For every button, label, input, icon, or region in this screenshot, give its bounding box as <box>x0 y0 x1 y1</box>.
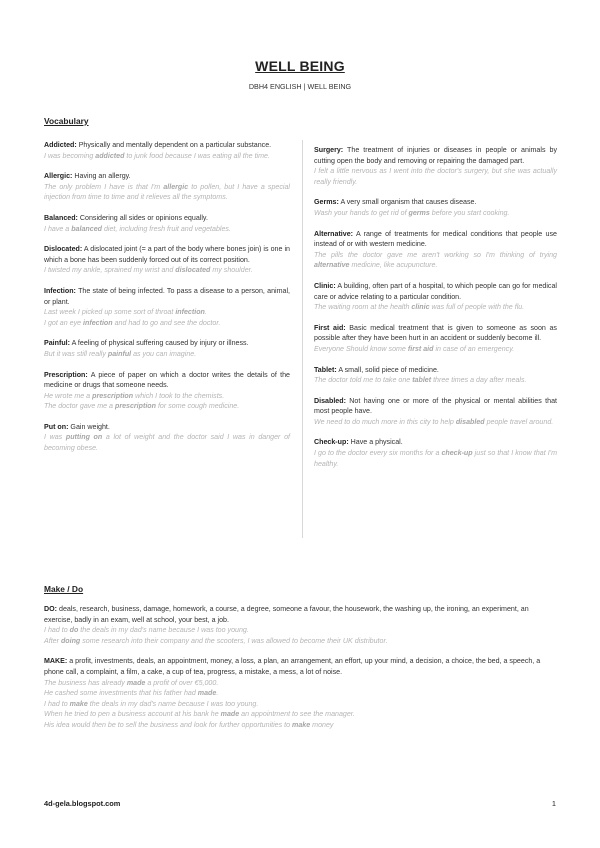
example-text: people travel around. <box>484 417 554 426</box>
entry-term: DO: <box>44 605 58 613</box>
footer-site: 4d-gela.blogspot.com <box>44 799 121 808</box>
vocab-entry <box>44 338 290 359</box>
entry-definition-line <box>314 281 557 302</box>
vocab-entry <box>44 656 558 730</box>
entry-term: Alternative: <box>314 229 354 238</box>
entry-definition: The state of being infected. To pass a disease to a person, animal, or plant. <box>44 286 290 306</box>
example-text: I felt a little nervous as I went into the doctor's surgery, but she was actually really friendly. <box>314 167 557 186</box>
entry-definition: deals, research, business, damage, homework, a course, a degree, someone a favour, the housework, the washing up, the ironing, an experiment, an exercise, badly in an exam, well at school, your best, a job. <box>44 605 529 624</box>
example-sentence <box>44 151 290 162</box>
example-text: the deals in my dad's name because I was too young. <box>78 626 249 635</box>
entry-definition: Having an allergy. <box>74 172 131 181</box>
example-text: The pills the doctor gave me aren't working so I'm thinking of trying <box>314 250 557 259</box>
entry-definition: Gain weight. <box>70 422 110 431</box>
example-sentence <box>314 344 557 355</box>
example-text: my shoulder. <box>210 266 253 275</box>
vocab-entry <box>44 140 290 161</box>
example-text: We need to do much more in this city to help <box>314 417 456 426</box>
entry-definition: Considering all sides or opinions equally. <box>79 213 208 222</box>
example-text: I have a <box>44 224 72 233</box>
example-sentence <box>314 448 557 469</box>
entry-definition: A building, often part of a hospital, to which people can go for medical care or advice relating to a particular condition. <box>314 281 557 301</box>
entry-term: Tablet: <box>314 365 337 374</box>
entry-term: Clinic: <box>314 281 336 290</box>
example-keyword: do <box>69 626 79 635</box>
entry-definition-line <box>44 244 290 265</box>
example-text: I was <box>44 433 66 442</box>
example-text: The waiting room at the health <box>314 303 412 312</box>
example-text: was full of people with the flu. <box>429 303 525 312</box>
example-sentence <box>44 720 558 731</box>
entry-definition-line <box>44 656 558 677</box>
example-text: The only problem I have is that I'm <box>44 182 164 191</box>
example-text: . <box>204 308 207 317</box>
example-keyword: tablet <box>412 376 432 385</box>
entry-term: Allergic: <box>44 172 73 181</box>
entry-definition-line <box>44 370 290 391</box>
example-sentence <box>44 391 290 402</box>
example-sentence <box>44 699 558 710</box>
example-keyword: putting on <box>65 433 103 442</box>
vocab-entry <box>44 213 290 234</box>
example-text: But it was still really <box>44 349 108 358</box>
entry-term: Surgery: <box>314 146 344 154</box>
entry-term: Put on: <box>44 422 69 431</box>
example-keyword: doing <box>60 636 81 645</box>
entry-definition: Physically and mentally dependent on a particular substance. <box>78 141 272 149</box>
entry-term: MAKE: <box>44 657 68 666</box>
example-sentence <box>44 349 290 360</box>
example-text: three times a day after meals. <box>431 376 527 385</box>
entry-definition: A piece of paper on which a doctor writes the details of the medicine or drugs that someone needs. <box>44 370 290 390</box>
example-text: the deals in my dad's name because I was too young. <box>87 699 259 708</box>
example-keyword: prescription <box>114 402 156 411</box>
example-sentence <box>314 166 557 187</box>
vocab-entry <box>314 145 557 187</box>
example-text: just so that I know that I'm healthy. <box>314 449 557 468</box>
entry-definition-line <box>314 197 557 208</box>
vocab-entry <box>314 437 557 469</box>
example-text: Last week I picked up some sort of throat <box>44 308 176 317</box>
entry-definition-line <box>314 323 557 344</box>
make-do-heading: Make / Do <box>44 584 84 594</box>
example-keyword: made <box>126 678 146 687</box>
example-text: a lot of weight and the doctor said I was in danger of becoming obese. <box>44 433 290 453</box>
example-sentence <box>44 678 558 689</box>
vocab-entry <box>44 370 290 412</box>
example-keyword: infection <box>175 308 205 317</box>
example-text: I was becoming <box>44 151 96 160</box>
example-text: He cashed some investments that his father had <box>44 689 198 698</box>
example-sentence <box>44 432 290 453</box>
example-text: . <box>216 689 219 698</box>
example-keyword: balanced <box>71 224 102 233</box>
example-sentence <box>44 625 558 636</box>
make-do-section <box>44 604 558 741</box>
vocab-entry <box>44 244 290 276</box>
vocab-entry <box>314 396 557 428</box>
entry-definition: a profit, investments, deals, an appointment, money, a loss, a plan, an arrangement, an effort, up your mind, a decision, a choice, the bed, a speech, a phone call, a complaint, a film, a cake, a cup of tea, progress, a mistake, a mess, a lot of noise. <box>44 657 541 676</box>
entry-definition-line <box>314 437 557 448</box>
example-text: before you start cooking. <box>429 208 510 217</box>
example-text: His idea would then be to sell the business and look for further opportunities to <box>44 720 293 729</box>
vocab-entry <box>314 281 557 313</box>
example-text: in case of an emergency. <box>433 344 515 353</box>
example-text: and had to go and see the doctor. <box>112 318 221 327</box>
example-keyword: dislocated <box>175 266 211 275</box>
entry-definition-line <box>314 145 557 166</box>
entry-definition: A small, solid piece of medicine. <box>338 365 439 374</box>
example-keyword: prescription <box>92 391 134 400</box>
example-text: diet, including fresh fruit and vegetables. <box>101 224 231 233</box>
example-keyword: clinic <box>411 303 430 312</box>
page-title: WELL BEING <box>255 58 345 74</box>
example-keyword: make <box>292 720 311 729</box>
entry-term: Germs: <box>314 198 339 207</box>
example-sentence <box>314 302 557 313</box>
entry-definition-line <box>44 286 290 307</box>
example-sentence <box>314 250 557 271</box>
example-keyword: infection <box>83 318 113 327</box>
example-text: a profit of over €5,000. <box>145 678 219 687</box>
vocab-entry <box>44 171 290 203</box>
vocabulary-right-column <box>314 145 557 479</box>
entry-term: Check-up: <box>314 438 349 447</box>
entry-term: First aid: <box>314 323 346 332</box>
example-keyword: germs <box>408 208 430 217</box>
entry-definition: A very small organism that causes disease. <box>340 198 477 207</box>
example-text: some research into their company and the scooters, I was allowed to become their UK distributor. <box>80 636 388 645</box>
example-keyword: check-up <box>441 449 473 458</box>
example-keyword: painful <box>107 349 132 358</box>
example-text: The doctor told me to take one <box>314 376 413 385</box>
vocab-entry <box>44 286 290 328</box>
entry-term: Disabled: <box>314 396 346 405</box>
vocab-entry <box>314 365 557 386</box>
example-sentence <box>44 318 290 329</box>
example-text: Everyone Should know some <box>314 344 408 353</box>
example-keyword: first aid <box>407 344 434 353</box>
column-divider <box>302 140 303 538</box>
example-sentence <box>44 307 290 318</box>
example-text: to pollen, but I have a special injection from time to time and it relieves all the symptoms. <box>44 182 290 202</box>
example-text: for some cough medicine. <box>155 402 240 411</box>
vocabulary-left-column <box>44 140 290 464</box>
example-sentence <box>44 401 290 412</box>
example-keyword: made <box>220 710 240 719</box>
vocab-entry <box>44 422 290 454</box>
example-sentence <box>44 265 290 276</box>
example-text: He wrote me a <box>44 391 93 400</box>
example-text: The business has already <box>44 678 127 687</box>
example-keyword: addicted <box>95 151 125 160</box>
example-sentence <box>314 375 557 386</box>
vocab-entry <box>314 229 557 271</box>
entry-term: Dislocated: <box>44 245 83 254</box>
example-text: which I took to the chemists. <box>133 391 225 400</box>
entry-definition-line <box>314 365 557 376</box>
entry-definition-line <box>314 396 557 417</box>
entry-definition-line <box>44 213 290 224</box>
entry-definition: A dislocated joint (= a part of the body where bones join) is one in which a bone has been suddenly forced out of its correct position. <box>44 245 290 264</box>
example-text: to junk food because I was eating all the time. <box>124 151 270 160</box>
entry-term: Balanced: <box>44 213 78 222</box>
example-text: I go to the doctor every six months for a <box>314 449 442 458</box>
entry-definition-line <box>44 338 290 349</box>
vocab-entry <box>314 323 557 355</box>
example-sentence <box>44 688 558 699</box>
example-sentence <box>314 208 557 219</box>
vocabulary-heading: Vocabulary <box>44 116 89 126</box>
example-keyword: allergic <box>163 182 189 191</box>
entry-definition: Basic medical treatment that is given to someone as soon as possible after they have been hurt in an accident or suddenly become ill. <box>314 323 557 343</box>
entry-term: Painful: <box>44 339 71 348</box>
example-text: medicine, like acupuncture. <box>349 261 438 270</box>
example-text: After <box>44 636 61 645</box>
entry-definition: The treatment of injuries or diseases in people or animals by cutting open the body and removing or repairing the damaged part. <box>314 146 557 165</box>
example-text: I twisted my ankle, sprained my wrist and <box>44 266 176 275</box>
example-text: When he tried to pen a business account at his bank he <box>44 710 221 719</box>
entry-definition-line <box>314 229 557 250</box>
entry-definition: A feeling of physical suffering caused by injury or illness. <box>71 339 249 348</box>
example-keyword: disabled <box>455 417 485 426</box>
vocab-entry <box>314 197 557 218</box>
entry-definition-line <box>44 604 558 625</box>
entry-definition-line <box>44 171 290 182</box>
example-keyword: make <box>69 699 88 708</box>
example-sentence <box>44 224 290 235</box>
example-keyword: alternative <box>314 261 350 270</box>
vocab-entry <box>44 604 558 646</box>
example-sentence <box>44 709 558 720</box>
example-keyword: made <box>197 689 217 698</box>
example-text: money <box>310 720 334 729</box>
entry-definition: Have a physical. <box>350 438 403 447</box>
entry-term: Prescription: <box>44 370 88 379</box>
example-text: I had to <box>44 699 70 708</box>
example-text: I had to <box>44 626 70 635</box>
example-text: Wash your hands to get rid of <box>314 208 409 217</box>
entry-definition: Not having one or more of the physical or mental abilities that most people have. <box>314 396 557 416</box>
example-text: as you can imagine. <box>131 349 197 358</box>
entry-definition: A range of treatments for medical conditions that people use instead of or with western medicine. <box>314 229 557 249</box>
example-sentence <box>314 417 557 428</box>
page-subtitle: DBH4 ENGLISH | WELL BEING <box>248 82 352 91</box>
example-sentence <box>44 636 558 647</box>
example-text: I got an eye <box>44 318 84 327</box>
entry-term: Infection: <box>44 286 76 295</box>
example-text: an appointment to see the manager. <box>239 710 355 719</box>
example-text: The doctor gave me a <box>44 402 115 411</box>
example-sentence <box>44 182 290 203</box>
entry-term: Addicted: <box>44 141 77 149</box>
page-number: 1 <box>551 799 556 808</box>
entry-definition-line <box>44 140 290 151</box>
entry-definition-line <box>44 422 290 433</box>
